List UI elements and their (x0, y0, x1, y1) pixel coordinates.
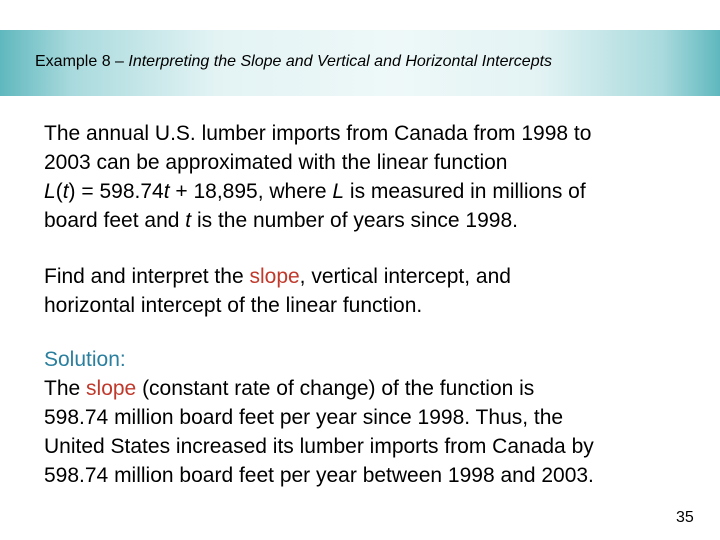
task-line-2: horizontal intercept of the linear function. (44, 294, 423, 317)
var-l: L (44, 180, 56, 203)
solution-line-4: 598.74 million board feet per year between 1998 and 2003. (44, 464, 594, 487)
task-post: , vertical intercept, and (299, 265, 511, 288)
problem-line-1: The annual U.S. lumber imports from Canada from 1998 to (44, 122, 592, 145)
paren-open: ( (55, 180, 63, 203)
var-t: t (185, 209, 192, 232)
var-l: L (332, 180, 345, 203)
equation-middle: ) = 598.74 (68, 180, 164, 203)
problem-line-3 (44, 177, 694, 206)
line4-post: is the number of years since 1998. (191, 209, 518, 232)
slide-title (35, 53, 552, 71)
slope-highlight: slope (249, 265, 300, 288)
equation-tail: + 18,895, where (169, 180, 333, 203)
title-prefix: Example 8 – (35, 53, 129, 70)
problem-line-4 (44, 206, 694, 235)
var-t: t (62, 180, 69, 203)
task-line-1 (44, 262, 694, 291)
solution-pre: The (44, 377, 87, 400)
solution-post: (constant rate of change) of the function is (136, 377, 535, 400)
var-t: t (163, 180, 170, 203)
solution-line-2: 598.74 million board feet per year since 1998. Thus, the (44, 406, 564, 429)
line4-pre: board feet and (44, 209, 186, 232)
solution-line-1 (44, 374, 694, 403)
solution-line-3: United States increased its lumber imports from Canada by (44, 435, 594, 458)
solution-label: Solution: (44, 348, 126, 371)
units-text: is measured in millions of (344, 180, 586, 203)
slope-highlight: slope (86, 377, 137, 400)
task-pre: Find and interpret the (44, 265, 250, 288)
title-subtitle: Interpreting the Slope and Vertical and Horizontal Intercepts (128, 53, 553, 70)
task-statement (44, 262, 694, 320)
problem-statement (44, 119, 694, 235)
problem-line-2: 2003 can be approximated with the linear function (44, 151, 508, 174)
solution-block (44, 345, 694, 490)
page-number: 35 (676, 509, 694, 526)
